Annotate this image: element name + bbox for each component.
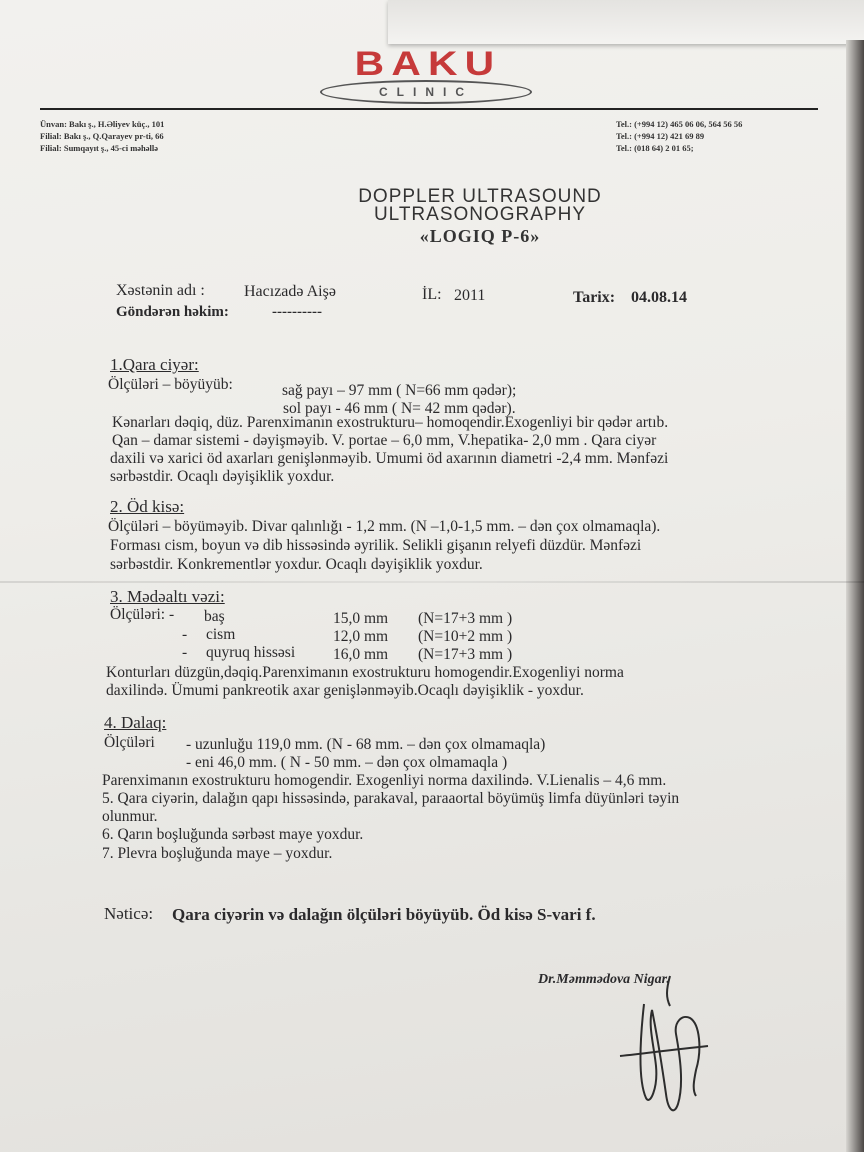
liver-line: Qan – damar sistemi - dəyişməyib. V. portae – 6,0 mm, V.hepatika- 2,0 mm . Qara ciyər	[112, 432, 657, 449]
header-rule	[40, 108, 818, 110]
patient-name-label: Xəstənin adı :	[116, 282, 205, 299]
spleen-line: 7. Plevra boşluğunda maye – yoxdur.	[102, 845, 333, 862]
spleen-line: 5. Qara ciyərin, dalağın qapı hissəsində, parakaval, paraaortal böyümüş limfa düyünləri təyin	[102, 790, 680, 807]
section-heading-pancreas: 3. Mədəaltı vəzi:	[110, 587, 225, 606]
gallbladder-line: Forması cism, boyun və dib hissəsində əyrilik. Selikli gişanın relyefi düzdür. Mənfəzi	[110, 537, 642, 554]
pancreas-size-label: Ölçüləri: -	[110, 606, 175, 623]
liver-line: Kənarları dəqiq, düz. Parenximanın exostrukturu– homoqendir.Exogenliyi bir qədər artıb.	[112, 414, 669, 431]
referrer-value: ----------	[272, 304, 322, 320]
date-label: Tarix:	[573, 289, 616, 306]
gallbladder-line: sərbəstdir. Konkrementlər yoxdur. Ocaqlı dəyişiklik yoxdur.	[110, 556, 483, 573]
date-value: 04.08.14	[631, 289, 687, 306]
spleen-line: 6. Qarın boşluğunda sərbəst maye yoxdur.	[102, 826, 364, 843]
device-name: «LOGIQ P-6»	[419, 226, 541, 246]
pancreas-line: daxilində. Ümumi pankreotik axar genişlənməyib.Ocaqlı dəyişiklik - yoxdur.	[106, 682, 584, 699]
address-line: Filial: Sumqayıt ş., 45-ci məhəllə	[40, 143, 159, 153]
pancreas-row-dash: -	[182, 644, 188, 661]
referrer-label: Göndərən həkim:	[116, 304, 229, 320]
folded-paper-top	[388, 0, 864, 44]
liver-left-lobe: sol payı - 46 mm ( N= 42 mm qədər).	[283, 400, 516, 417]
section-heading-gallbladder: 2. Öd kisə:	[110, 497, 185, 516]
pancreas-row-value: 15,0 mm	[333, 610, 389, 627]
pancreas-row-dash: -	[182, 626, 188, 643]
clinic-logo-sub: CLINIC	[320, 80, 532, 104]
pancreas-row-norm: (N=10+2 mm )	[418, 628, 513, 645]
clinic-logo-word: BAKU	[354, 45, 502, 83]
pancreas-row-value: 16,0 mm	[333, 646, 389, 663]
doctor-name: Dr.Məmmədova Nigar.	[538, 972, 670, 987]
phone-line: Tel.: (+994 12) 465 06 06, 564 56 56	[616, 119, 743, 129]
patient-name: Hacızadə Aişə	[244, 283, 336, 300]
conclusion-label: Nəticə:	[104, 904, 154, 923]
liver-size-label: Ölçüləri – böyüyüb:	[108, 376, 233, 393]
year-value: 2011	[454, 287, 486, 304]
spleen-heading-text: 4. Dalaq:	[104, 713, 167, 732]
phone-line: Tel.: (+994 12) 421 69 89	[616, 131, 705, 141]
liver-right-lobe: sağ payı – 97 mm ( N=66 mm qədər);	[282, 382, 517, 399]
report-subtitle: ULTRASONOGRAPHY	[373, 204, 587, 225]
liver-line: daxili və xarici öd axarları genişlənməyib. Umumi öd axarının diametri -2,4 mm. Mənfəzi	[110, 450, 669, 467]
conclusion-text: Qara ciyərin və dalağın ölçüləri böyüyüb. Öd kisə S-vari f.	[172, 905, 596, 924]
spleen-line: olunmur.	[102, 808, 158, 825]
year-label: İL:	[422, 286, 442, 303]
phone-line: Tel.: (018 64) 2 01 65;	[616, 143, 694, 153]
spleen-length: - uzunluğu 119,0 mm. (N - 68 mm. – dən çox olmamaqla)	[186, 736, 546, 753]
page-edge-shadow	[846, 40, 864, 1152]
pancreas-row-value: 12,0 mm	[333, 628, 389, 645]
liver-line: sərbəstdir. Ocaqlı dəyişiklik yoxdur.	[110, 468, 335, 485]
pancreas-row-name: baş	[204, 608, 225, 625]
pancreas-row-name: quyruq hissəsi	[206, 644, 296, 661]
section-heading-spleen	[104, 714, 166, 732]
pancreas-row-name: cism	[206, 626, 236, 643]
pancreas-row-norm: (N=17+3 mm )	[418, 646, 513, 663]
section-heading-liver: 1.Qara ciyər:	[110, 355, 199, 374]
phone-block	[616, 118, 742, 154]
address-line: Filial: Bakı ş., Q.Qarayev pr-ti, 66	[40, 131, 164, 141]
address-line: Ünvan: Bakı ş., H.Əliyev küç., 101	[40, 119, 165, 129]
spleen-line: Parenximanın exostrukturu homogendir. Exogenliyi norma daxilində. V.Lienalis – 4,6 mm.	[102, 772, 667, 789]
signature	[600, 970, 730, 1130]
paper-fold	[0, 581, 864, 583]
address-block	[40, 118, 164, 154]
pancreas-line: Konturları düzgün,dəqiq.Parenximanın exostrukturu homogendir.Exogenliyi norma	[106, 664, 624, 681]
spleen-width: - eni 46,0 mm. ( N - 50 mm. – dən çox olmamaqla )	[186, 754, 508, 771]
report-title: DOPPLER ULTRASOUND	[358, 186, 602, 207]
gallbladder-line: Ölçüləri – böyüməyib. Divar qalınlığı - 1,2 mm. (N –1,0-1,5 mm. – dən çox olmamaqla).	[108, 518, 661, 535]
spleen-size-label: Ölçüləri	[104, 734, 155, 751]
pancreas-row-norm: (N=17+3 mm )	[418, 610, 513, 627]
